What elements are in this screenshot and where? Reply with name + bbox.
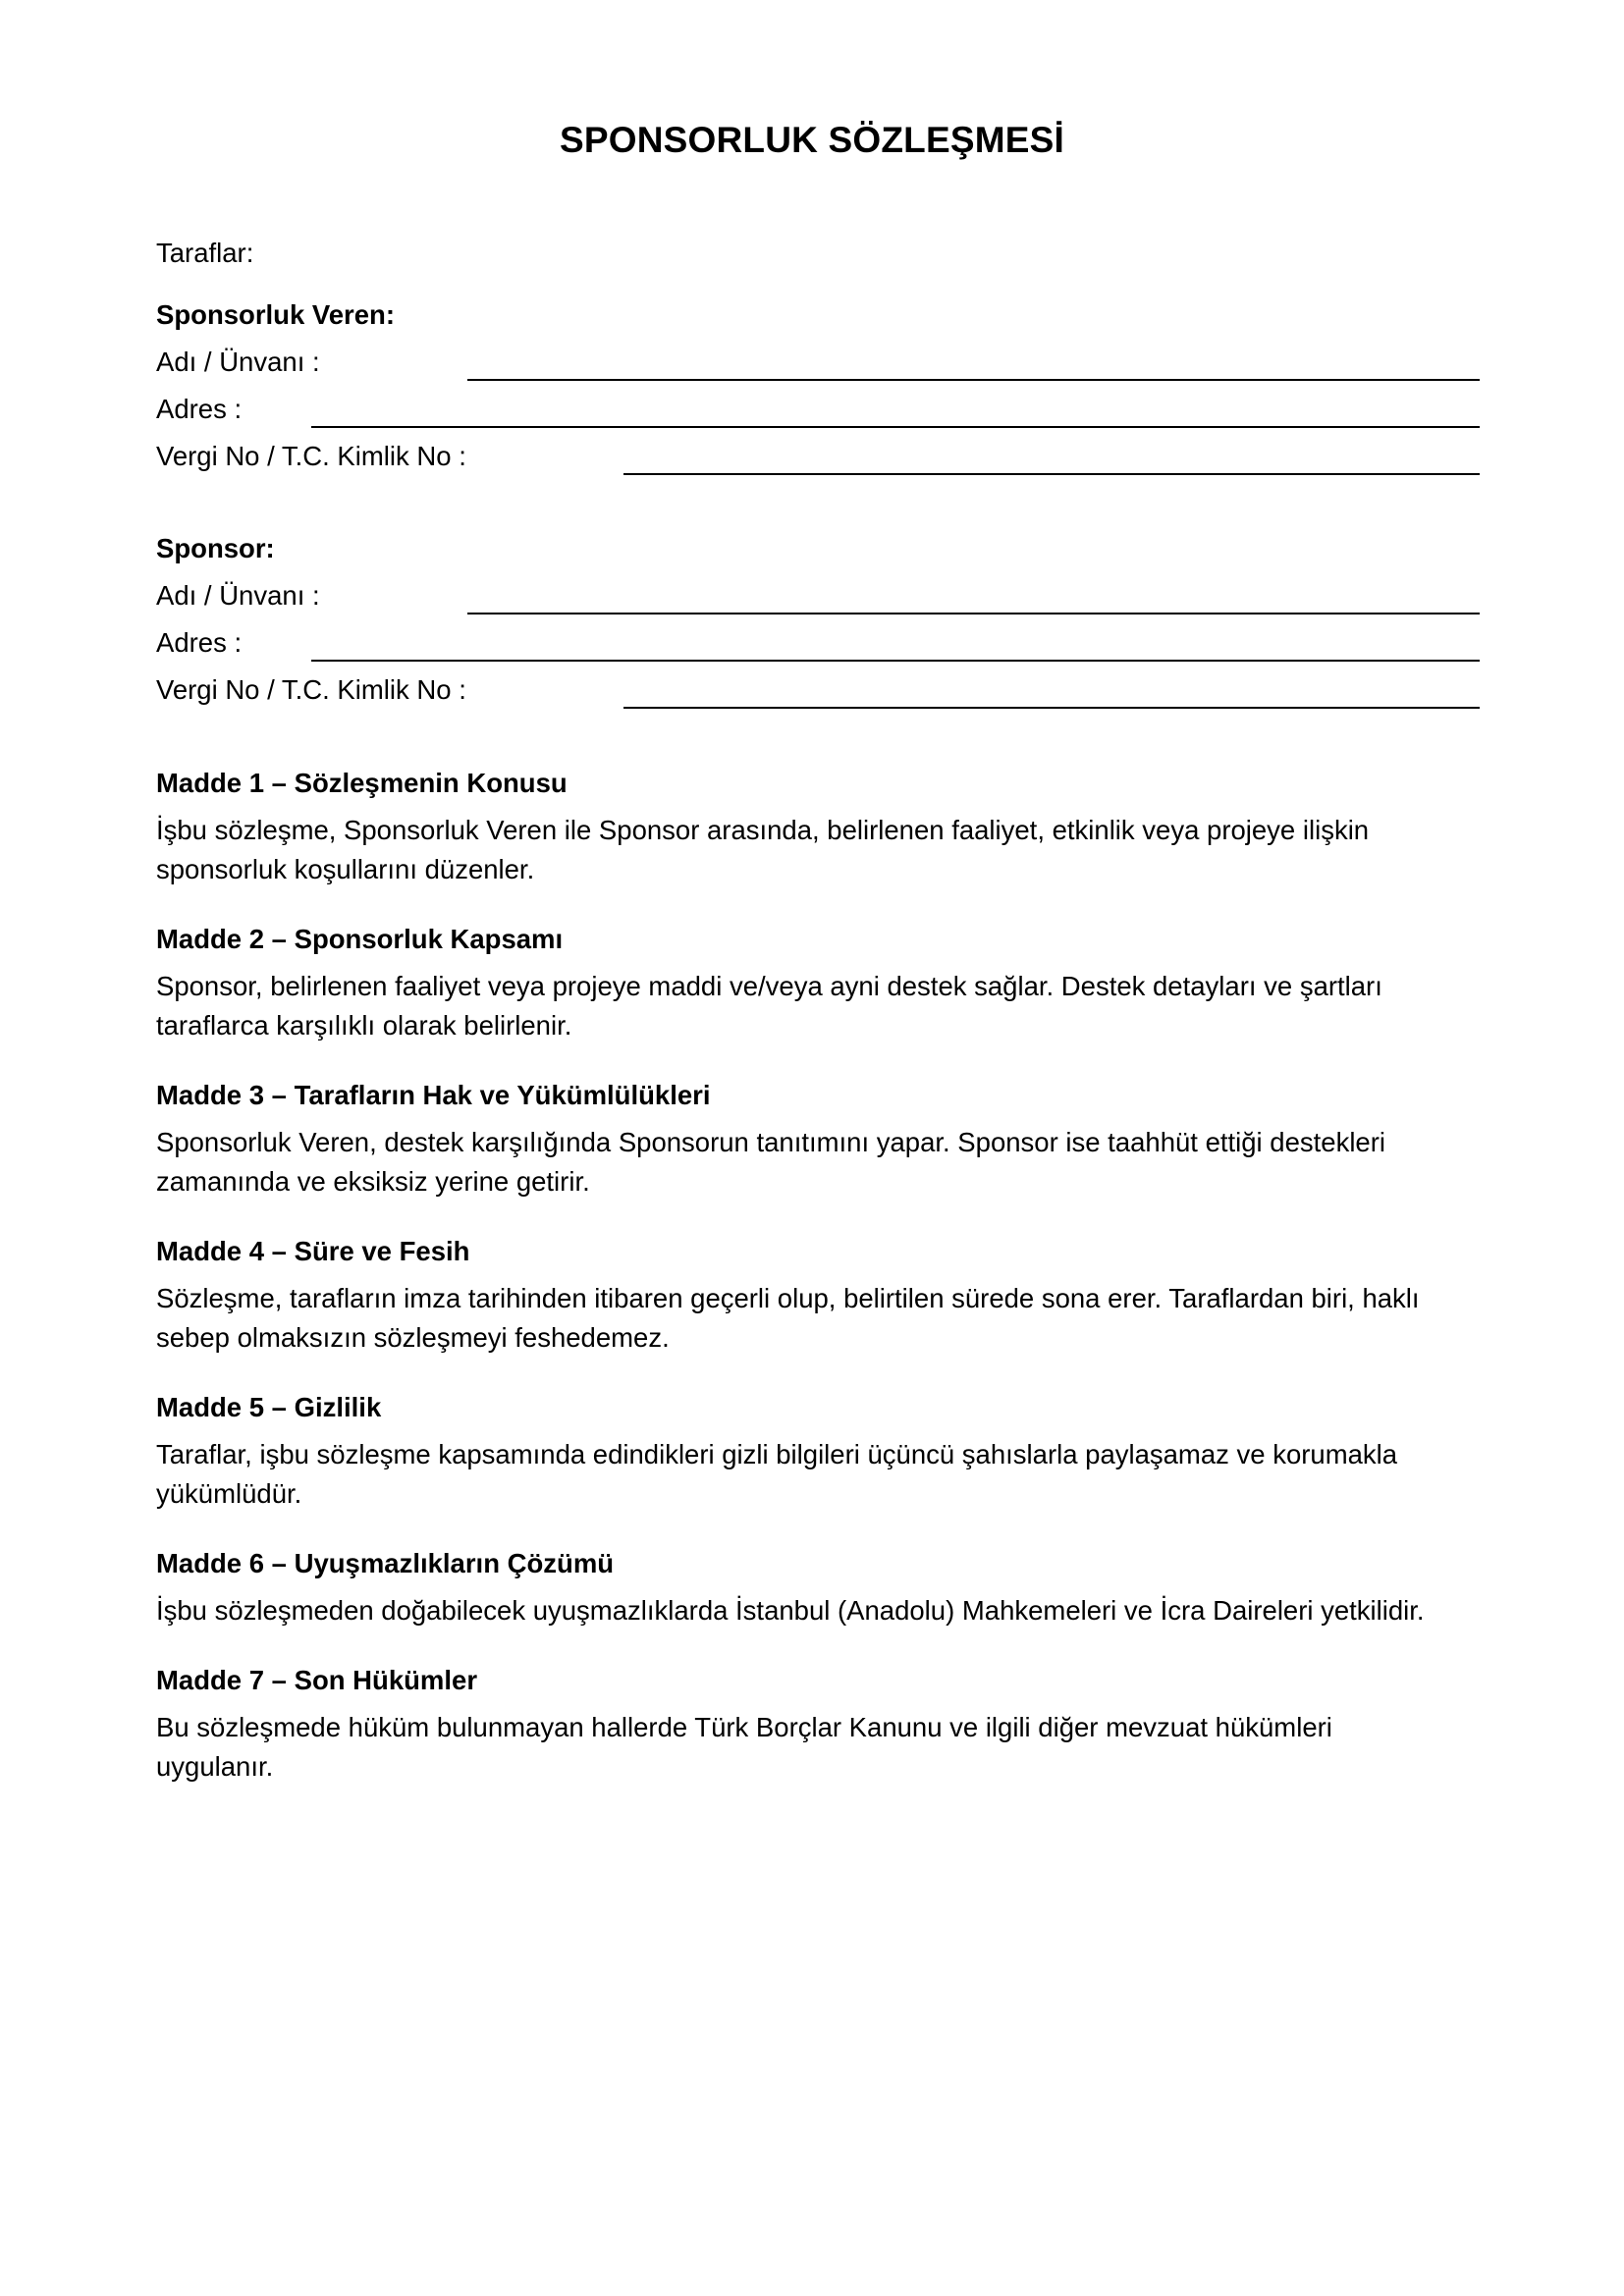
- article-4-line-1: Sözleşme, tarafların imza tarihinden itibaren geçerli olup, belirtilen sürede sona erer. Taraflardan biri, haklı: [156, 1283, 1420, 1313]
- giver-name-label: Adı / Ünvanı :: [156, 347, 320, 377]
- article-5-heading: Madde 5 – Gizlilik: [156, 1392, 382, 1422]
- giver-tax-field[interactable]: [623, 473, 1480, 475]
- article-4-line-2: sebep olmaksızın sözleşmeyi feshedemez.: [156, 1322, 670, 1353]
- sponsor-tax-label: Vergi No / T.C. Kimlik No :: [156, 674, 466, 705]
- sponsor-tax-field[interactable]: [623, 707, 1480, 709]
- article-6-line-1: İşbu sözleşmeden doğabilecek uyuşmazlıklarda İstanbul (Anadolu) Mahkemeleri ve İcra Daireleri yetkilidir.: [156, 1595, 1425, 1626]
- article-2-line-2: taraflarca karşılıklı olarak belirlenir.: [156, 1010, 572, 1041]
- giver-address-label: Adres :: [156, 394, 243, 424]
- article-1-heading: Madde 1 – Sözleşmenin Konusu: [156, 768, 568, 798]
- article-2-line-1: Sponsor, belirlenen faaliyet veya projeye maddi ve/veya ayni destek sağlar. Destek detayları ve şartları: [156, 971, 1382, 1001]
- article-7-line-2: uygulanır.: [156, 1751, 274, 1782]
- article-7-line-1: Bu sözleşmede hüküm bulunmayan hallerde Türk Borçlar Kanunu ve ilgili diğer mevzuat hükümleri: [156, 1712, 1332, 1742]
- article-1-line-2: sponsorluk koşullarını düzenler.: [156, 854, 535, 884]
- parties-label: Taraflar:: [156, 238, 254, 268]
- sponsor-address-field[interactable]: [311, 660, 1480, 662]
- article-3-heading: Madde 3 – Tarafların Hak ve Yükümlülükleri: [156, 1080, 711, 1110]
- sponsor-heading: Sponsor:: [156, 533, 275, 563]
- sponsor-name-field[interactable]: [467, 613, 1480, 614]
- article-6-heading: Madde 6 – Uyuşmazlıkların Çözümü: [156, 1548, 615, 1578]
- article-1-line-1: İşbu sözleşme, Sponsorluk Veren ile Sponsor arasında, belirlenen faaliyet, etkinlik veya projeye ilişkin: [156, 815, 1370, 845]
- giver-name-field[interactable]: [467, 379, 1480, 381]
- article-3-line-1: Sponsorluk Veren, destek karşılığında Sponsorun tanıtımını yapar. Sponsor ise taahhüt ettiği destekleri: [156, 1127, 1385, 1157]
- article-7-heading: Madde 7 – Son Hükümler: [156, 1665, 478, 1695]
- article-2-heading: Madde 2 – Sponsorluk Kapsamı: [156, 924, 564, 954]
- article-5-line-2: yükümlüdür.: [156, 1478, 302, 1509]
- article-5-line-1: Taraflar, işbu sözleşme kapsamında edindikleri gizli bilgileri üçüncü şahıslarla paylaşamaz ve korumakla: [156, 1439, 1398, 1469]
- giver-tax-label: Vergi No / T.C. Kimlik No :: [156, 441, 466, 471]
- article-3-line-2: zamanında ve eksiksiz yerine getirir.: [156, 1166, 590, 1197]
- giver-address-field[interactable]: [311, 426, 1480, 428]
- article-4-heading: Madde 4 – Süre ve Fesih: [156, 1236, 470, 1266]
- sponsor-address-label: Adres :: [156, 627, 243, 658]
- document-title: SPONSORLUK SÖZLEŞMESİ: [559, 120, 1065, 160]
- sponsor-name-label: Adı / Ünvanı :: [156, 580, 320, 611]
- sponsorship-giver-heading: Sponsorluk Veren:: [156, 299, 395, 330]
